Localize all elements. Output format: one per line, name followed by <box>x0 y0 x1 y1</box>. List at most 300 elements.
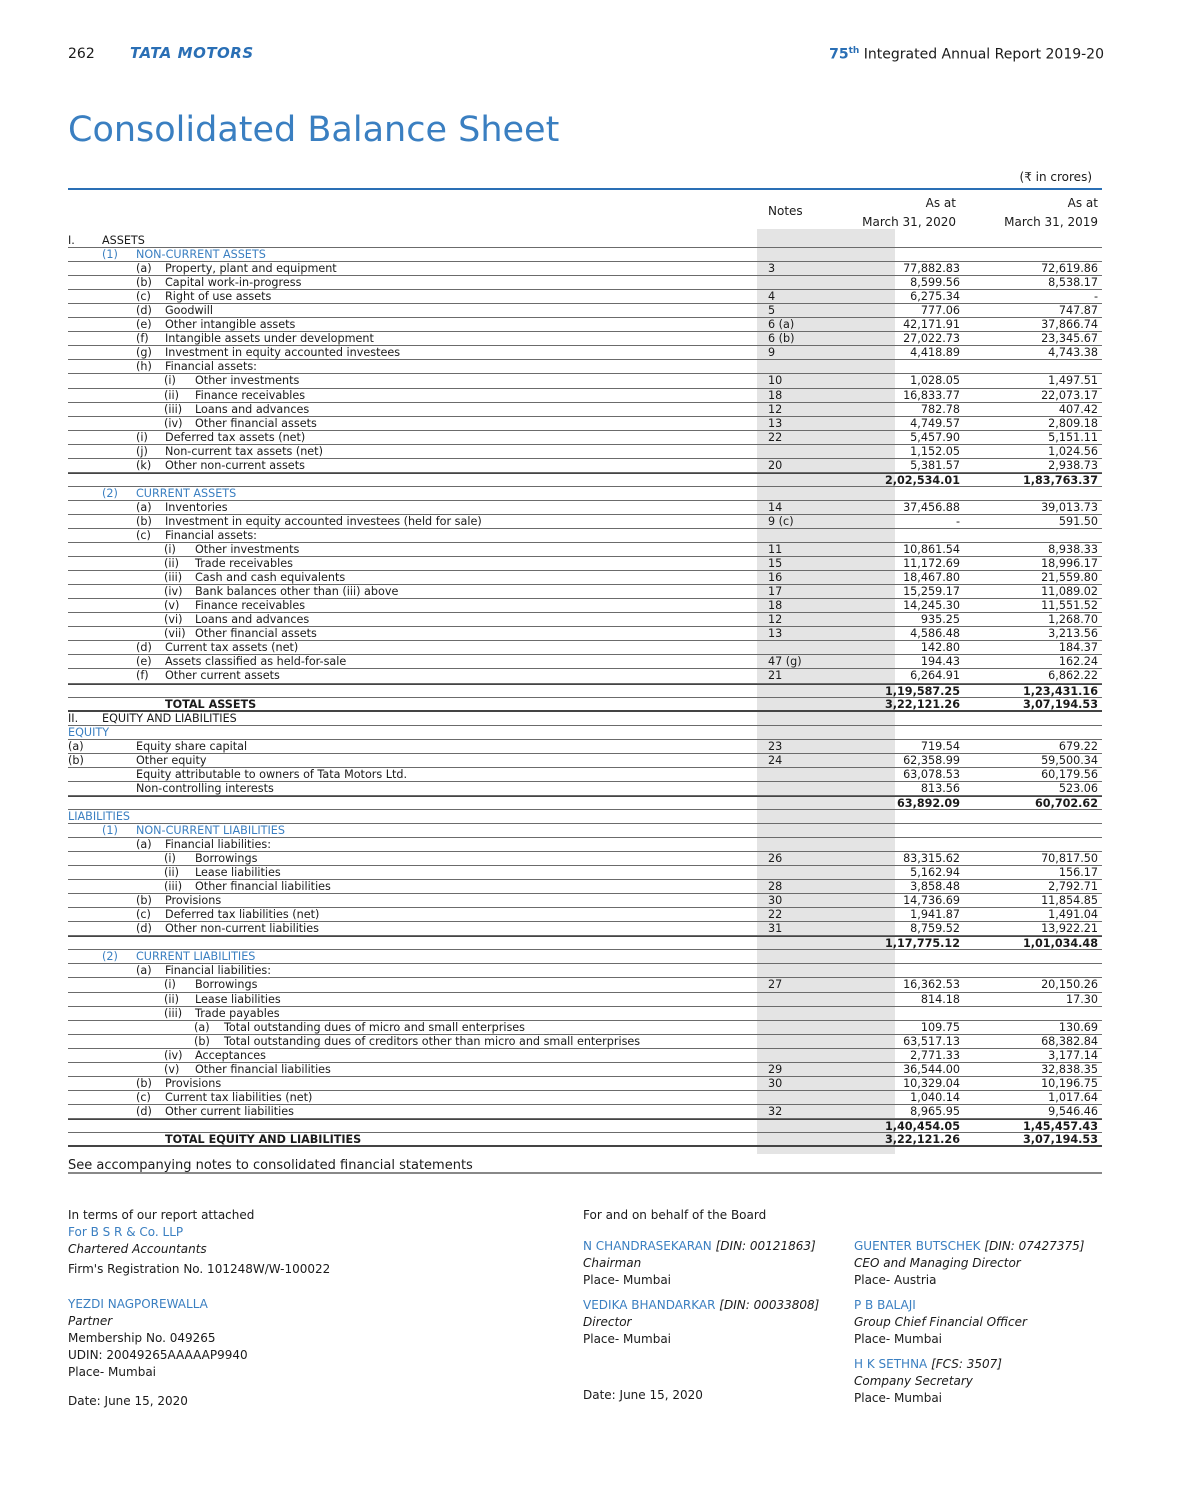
row-value-2019: 5,151.11 <box>1048 430 1098 444</box>
row-value-2019: 747.87 <box>1058 304 1098 318</box>
row-value-2020: 1,19,587.25 <box>884 684 960 698</box>
row-marker: (b) <box>136 894 152 908</box>
table-row <box>68 810 1102 824</box>
secretary-role: Company Secretary <box>854 1374 973 1388</box>
row-marker: (b) <box>136 276 152 290</box>
row-marker: (i) <box>164 543 176 557</box>
row-label: TOTAL ASSETS <box>165 697 257 711</box>
table-row <box>68 978 1102 992</box>
row-marker: (h) <box>136 360 152 374</box>
table-row <box>68 655 1102 669</box>
row-value-2020: 142.80 <box>920 641 960 655</box>
table-row <box>68 276 1102 290</box>
report-title <box>829 46 1104 63</box>
table-row <box>68 852 1102 866</box>
table-row <box>68 964 1102 978</box>
row-value-2019: 1,491.04 <box>1048 908 1098 922</box>
row-note: 12 <box>768 402 783 416</box>
row-marker: (b) <box>68 753 84 767</box>
table-row <box>68 627 1102 641</box>
table-row <box>68 360 1102 374</box>
table-row <box>68 543 1102 557</box>
row-note: 11 <box>768 543 783 557</box>
row-label: Loans and advances <box>195 402 310 416</box>
row-label: Other current liabilities <box>165 1104 294 1118</box>
balance-sheet-table <box>68 188 1102 1147</box>
row-value-2020: 814.18 <box>920 992 960 1006</box>
signatory-chairman <box>583 1238 816 1289</box>
previous-year-header <box>964 194 1102 232</box>
unit-label: (₹ in crores) <box>1019 170 1092 184</box>
board-intro: For and on behalf of the Board <box>583 1208 767 1222</box>
row-label: Total outstanding dues of creditors other than micro and small enterprises <box>224 1034 641 1048</box>
director-place: Place- Mumbai <box>583 1332 672 1346</box>
current-year-header-line1: As at <box>925 196 956 210</box>
table-body <box>68 234 1102 1147</box>
row-note: 18 <box>768 388 783 402</box>
row-value-2019: 407.42 <box>1058 402 1098 416</box>
row-note: 17 <box>768 585 783 599</box>
director-name: VEDIKA BHANDARKAR <box>583 1298 716 1312</box>
row-value-2020: 6,264.91 <box>910 669 960 683</box>
partner-role: Partner <box>68 1314 113 1328</box>
row-value-2020: 1,152.05 <box>910 444 960 458</box>
report-ordinal: 75 <box>829 46 849 63</box>
table-row <box>68 1021 1102 1035</box>
row-marker: (iv) <box>164 416 183 430</box>
row-note: 5 <box>768 304 776 318</box>
row-label: NON-CURRENT ASSETS <box>136 248 266 262</box>
table-row <box>68 740 1102 754</box>
table-row <box>68 726 1102 740</box>
table-row <box>68 1105 1102 1119</box>
row-label: Other current assets <box>165 669 280 683</box>
table-row <box>68 431 1102 445</box>
row-note: 6 (a) <box>768 318 795 332</box>
notes-header: Notes <box>768 204 803 218</box>
row-value-2019: 9,546.46 <box>1048 1104 1098 1118</box>
row-label: LIABILITIES <box>68 809 130 823</box>
row-marker: (1) <box>102 248 118 262</box>
row-value-2019: 2,792.71 <box>1048 880 1098 894</box>
row-value-2019: 523.06 <box>1058 781 1098 795</box>
partner-name: YEZDI NAGPOREWALLA <box>68 1297 208 1311</box>
row-value-2019: 20,150.26 <box>1041 978 1098 992</box>
row-label: Trade receivables <box>195 557 293 571</box>
brand-logo: TATA MOTORS <box>130 44 254 62</box>
row-value-2020: 3,858.48 <box>910 880 960 894</box>
row-label: Finance receivables <box>195 599 306 613</box>
row-value-2020: 719.54 <box>920 739 960 753</box>
row-value-2020: 5,457.90 <box>910 430 960 444</box>
row-value-2020: 10,329.04 <box>903 1076 960 1090</box>
director-din: [DIN: 00033808] <box>715 1298 820 1312</box>
row-label: Deferred tax assets (net) <box>165 430 306 444</box>
total-row <box>68 1133 1102 1147</box>
row-marker: (c) <box>136 290 151 304</box>
row-marker: (j) <box>136 444 148 458</box>
row-value-2019: 11,089.02 <box>1041 585 1098 599</box>
row-note: 30 <box>768 894 783 908</box>
page-number: 262 <box>68 46 95 62</box>
row-marker: (1) <box>102 823 118 837</box>
row-value-2019: 3,07,194.53 <box>1022 1133 1098 1146</box>
row-label: Other investments <box>195 543 300 557</box>
row-marker: (b) <box>194 1034 210 1048</box>
row-label: Deferred tax liabilities (net) <box>165 908 320 922</box>
row-note: 30 <box>768 1076 783 1090</box>
row-marker: (d) <box>136 641 152 655</box>
row-marker: (vii) <box>164 627 186 641</box>
row-value-2019: 4,743.38 <box>1048 346 1098 360</box>
row-label: Financial assets: <box>165 360 257 374</box>
table-row <box>68 1091 1102 1105</box>
row-label: Finance receivables <box>195 388 306 402</box>
row-note: 16 <box>768 571 783 585</box>
signatory-company-secretary <box>854 1356 1002 1407</box>
row-label: Other non-current liabilities <box>165 922 320 936</box>
table-row <box>68 571 1102 585</box>
table-row <box>68 417 1102 431</box>
row-label: Other intangible assets <box>165 318 296 332</box>
row-marker: (a) <box>194 1020 210 1034</box>
row-marker: (g) <box>136 346 152 360</box>
row-value-2020: 777.06 <box>920 304 960 318</box>
table-row <box>68 641 1102 655</box>
table-row <box>68 304 1102 318</box>
row-label: Other financial assets <box>195 416 317 430</box>
table-row <box>68 894 1102 908</box>
row-label: Borrowings <box>195 978 258 992</box>
table-row <box>68 403 1102 417</box>
row-note: 22 <box>768 430 783 444</box>
current-year-header <box>825 194 960 232</box>
row-label: Trade payables <box>195 1006 280 1020</box>
row-value-2020: 4,586.48 <box>910 627 960 641</box>
row-label: Investment in equity accounted investees (held for sale) <box>165 514 482 528</box>
row-note: 13 <box>768 627 783 641</box>
row-note: 31 <box>768 922 783 936</box>
row-value-2019: 1,268.70 <box>1048 613 1098 627</box>
row-value-2020: 16,362.53 <box>903 978 960 992</box>
row-marker: (ii) <box>164 388 179 402</box>
signatory-cfo <box>854 1297 1027 1348</box>
table-row <box>68 234 1102 248</box>
row-marker: (iii) <box>164 880 183 894</box>
row-label: Total outstanding dues of micro and small enterprises <box>224 1020 525 1034</box>
row-note: 23 <box>768 739 783 753</box>
row-label: Non-controlling interests <box>136 781 274 795</box>
row-marker: (iii) <box>164 1006 183 1020</box>
row-label: Inventories <box>165 500 228 514</box>
table-row <box>68 993 1102 1007</box>
table-row <box>68 866 1102 880</box>
row-value-2019: 8,538.17 <box>1048 276 1098 290</box>
row-note: 20 <box>768 458 783 472</box>
bottom-rule <box>68 1172 1102 1174</box>
row-value-2020: 63,078.53 <box>903 767 960 781</box>
row-note: 10 <box>768 374 783 388</box>
row-marker: (i) <box>164 374 176 388</box>
row-value-2020: 2,771.33 <box>910 1048 960 1062</box>
row-label: Property, plant and equipment <box>165 262 337 276</box>
row-value-2020: 8,965.95 <box>910 1104 960 1118</box>
row-label: Financial liabilities: <box>165 838 272 852</box>
row-marker: (a) <box>68 739 84 753</box>
row-value-2019: - <box>1093 290 1098 304</box>
row-marker: (iii) <box>164 402 183 416</box>
table-row <box>68 262 1102 276</box>
row-value-2019: 23,345.67 <box>1041 332 1098 346</box>
page-header <box>68 44 1104 68</box>
row-marker: (i) <box>164 978 176 992</box>
row-label: Provisions <box>165 1076 222 1090</box>
signatory-ceo <box>854 1238 1084 1289</box>
row-note: 13 <box>768 416 783 430</box>
row-note: 12 <box>768 613 783 627</box>
row-value-2019: 13,922.21 <box>1041 922 1098 936</box>
row-value-2019: 59,500.34 <box>1041 753 1098 767</box>
table-row <box>68 599 1102 613</box>
row-marker: (f) <box>136 332 149 346</box>
row-value-2020: 4,418.89 <box>910 346 960 360</box>
table-row <box>68 768 1102 782</box>
row-marker: (d) <box>136 922 152 936</box>
subtotal-row <box>68 936 1102 950</box>
row-label: Assets classified as held-for-sale <box>165 655 347 669</box>
row-note: 3 <box>768 262 776 276</box>
row-value-2020: 11,172.69 <box>903 557 960 571</box>
row-note: 21 <box>768 669 783 683</box>
row-label: Other investments <box>195 374 300 388</box>
ceo-din: [DIN: 07427375] <box>980 1239 1085 1253</box>
table-row <box>68 782 1102 796</box>
row-value-2020: 1,40,454.05 <box>884 1119 960 1133</box>
row-marker: (v) <box>164 599 180 613</box>
row-value-2019: 39,013.73 <box>1041 500 1098 514</box>
table-row <box>68 501 1102 515</box>
row-value-2019: 11,854.85 <box>1041 894 1098 908</box>
row-value-2019: 3,213.56 <box>1048 627 1098 641</box>
auditor-date: Date: June 15, 2020 <box>68 1394 188 1408</box>
row-value-2020: 109.75 <box>920 1020 960 1034</box>
row-marker: (ii) <box>164 557 179 571</box>
row-label: CURRENT ASSETS <box>136 486 237 500</box>
row-value-2020: 4,749.57 <box>910 416 960 430</box>
secretary-place: Place- Mumbai <box>854 1391 943 1405</box>
subtotal-row <box>68 684 1102 698</box>
row-note: 29 <box>768 1062 783 1076</box>
row-value-2020: 3,22,121.26 <box>884 697 960 711</box>
row-marker: (iii) <box>164 571 183 585</box>
row-label: Provisions <box>165 894 222 908</box>
table-row <box>68 1063 1102 1077</box>
row-label: Bank balances other than (iii) above <box>195 585 399 599</box>
row-marker: (c) <box>136 908 151 922</box>
row-marker: (iv) <box>164 585 183 599</box>
chairman-din: [DIN: 00121863] <box>711 1239 816 1253</box>
subtotal-row <box>68 796 1102 810</box>
row-value-2019: 3,177.14 <box>1048 1048 1098 1062</box>
row-marker: (v) <box>164 1062 180 1076</box>
chairman-place: Place- Mumbai <box>583 1273 672 1287</box>
row-value-2019: 72,619.86 <box>1041 262 1098 276</box>
table-row <box>68 712 1102 726</box>
row-value-2019: 22,073.17 <box>1041 388 1098 402</box>
row-marker: (a) <box>136 262 152 276</box>
row-marker: (k) <box>136 458 152 472</box>
row-value-2019: 8,938.33 <box>1048 543 1098 557</box>
row-label: TOTAL EQUITY AND LIABILITIES <box>165 1133 362 1146</box>
table-row <box>68 290 1102 304</box>
report-ordinal-suffix: th <box>848 46 860 56</box>
row-marker: (iv) <box>164 1048 183 1062</box>
row-value-2019: 1,017.64 <box>1048 1090 1098 1104</box>
row-value-2019: 17.30 <box>1065 992 1098 1006</box>
row-value-2019: 156.17 <box>1058 866 1098 880</box>
subtotal-row <box>68 1119 1102 1133</box>
table-row <box>68 445 1102 459</box>
row-value-2020: 83,315.62 <box>903 852 960 866</box>
row-marker: (ii) <box>164 992 179 1006</box>
row-value-2020: 62,358.99 <box>903 753 960 767</box>
row-value-2019: 1,024.56 <box>1048 444 1098 458</box>
auditor-firm-type: Chartered Accountants <box>68 1242 207 1256</box>
row-value-2019: 70,817.50 <box>1041 852 1098 866</box>
row-marker: (c) <box>136 528 151 542</box>
row-value-2020: 3,22,121.26 <box>884 1133 960 1146</box>
row-value-2020: 813.56 <box>920 781 960 795</box>
row-marker: (d) <box>136 304 152 318</box>
accompanying-notes: See accompanying notes to consolidated financial statements <box>68 1158 473 1173</box>
signatory-director <box>583 1297 819 1348</box>
table-row <box>68 1077 1102 1091</box>
row-marker: I. <box>68 234 75 247</box>
row-marker: (b) <box>136 1076 152 1090</box>
table-row <box>68 1035 1102 1049</box>
row-value-2019: 3,07,194.53 <box>1022 697 1098 711</box>
subtotal-row <box>68 473 1102 487</box>
row-marker: (2) <box>102 486 118 500</box>
row-value-2019: 130.69 <box>1058 1020 1098 1034</box>
previous-year-header-line2: March 31, 2019 <box>1004 215 1098 229</box>
row-marker: (b) <box>136 514 152 528</box>
row-value-2019: 60,179.56 <box>1041 767 1098 781</box>
row-value-2019: 32,838.35 <box>1041 1062 1098 1076</box>
row-value-2019: 10,196.75 <box>1041 1076 1098 1090</box>
column-header <box>68 188 1102 234</box>
row-value-2020: 15,259.17 <box>903 585 960 599</box>
row-value-2020: 42,171.91 <box>903 318 960 332</box>
row-label: EQUITY AND LIABILITIES <box>102 711 237 725</box>
row-value-2020: 14,245.30 <box>903 599 960 613</box>
row-label: Financial assets: <box>165 528 257 542</box>
row-marker: (c) <box>136 1090 151 1104</box>
row-value-2020: 16,833.77 <box>903 388 960 402</box>
row-marker: (d) <box>136 1104 152 1118</box>
row-marker: II. <box>68 711 79 725</box>
row-marker: (e) <box>136 655 152 669</box>
row-value-2019: 591.50 <box>1058 514 1098 528</box>
row-value-2020: 2,02,534.01 <box>884 473 960 487</box>
row-value-2020: 5,162.94 <box>910 866 960 880</box>
row-label: Loans and advances <box>195 613 310 627</box>
row-value-2020: 782.78 <box>920 402 960 416</box>
table-row <box>68 1007 1102 1021</box>
table-row <box>68 318 1102 332</box>
ceo-role: CEO and Managing Director <box>854 1256 1021 1270</box>
row-label: Borrowings <box>195 852 258 866</box>
row-value-2020: 10,861.54 <box>903 543 960 557</box>
row-note: 24 <box>768 753 783 767</box>
row-value-2019: 162.24 <box>1058 655 1098 669</box>
row-note: 18 <box>768 599 783 613</box>
table-row <box>68 824 1102 838</box>
board-date: Date: June 15, 2020 <box>583 1388 703 1402</box>
row-label: Other financial liabilities <box>195 1062 331 1076</box>
row-value-2019: 1,83,763.37 <box>1022 473 1098 487</box>
table-row <box>68 838 1102 852</box>
row-value-2020: 6,275.34 <box>910 290 960 304</box>
chairman-name: N CHANDRASEKARAN <box>583 1239 712 1253</box>
row-label: CURRENT LIABILITIES <box>136 950 256 964</box>
table-row <box>68 585 1102 599</box>
row-label: Lease liabilities <box>195 992 281 1006</box>
row-label: Acceptances <box>195 1048 266 1062</box>
row-note: 9 <box>768 346 776 360</box>
row-marker: (a) <box>136 500 152 514</box>
row-value-2019: 6,862.22 <box>1048 669 1098 683</box>
row-label: Goodwill <box>165 304 213 318</box>
page-title: Consolidated Balance Sheet <box>68 110 560 150</box>
row-label: Other equity <box>136 753 207 767</box>
row-value-2019: 21,559.80 <box>1041 571 1098 585</box>
table-row <box>68 908 1102 922</box>
row-value-2019: 679.22 <box>1058 739 1098 753</box>
row-value-2020: 8,599.56 <box>910 276 960 290</box>
row-value-2019: 68,382.84 <box>1041 1034 1098 1048</box>
chairman-role: Chairman <box>583 1256 642 1270</box>
total-row <box>68 698 1102 712</box>
row-value-2020: 194.43 <box>920 655 960 669</box>
table-row <box>68 346 1102 360</box>
row-note: 26 <box>768 852 783 866</box>
row-marker: (ii) <box>164 866 179 880</box>
ceo-place: Place- Austria <box>854 1273 937 1287</box>
previous-year-header-line1: As at <box>1067 196 1098 210</box>
secretary-name: H K SETHNA <box>854 1357 928 1371</box>
row-note: 47 (g) <box>768 655 802 669</box>
partner-udin: UDIN: 20049265AAAAAP9940 <box>68 1348 248 1362</box>
row-value-2019: 37,866.74 <box>1041 318 1098 332</box>
auditor-intro: In terms of our report attached <box>68 1208 255 1222</box>
row-marker: (e) <box>136 318 152 332</box>
row-note: 9 (c) <box>768 514 794 528</box>
current-year-header-line2: March 31, 2020 <box>862 215 956 229</box>
row-note: 32 <box>768 1104 783 1118</box>
row-marker: (f) <box>136 669 149 683</box>
row-value-2020: 1,040.14 <box>910 1090 960 1104</box>
row-value-2020: 36,544.00 <box>903 1062 960 1076</box>
row-label: Equity attributable to owners of Tata Motors Ltd. <box>136 767 408 781</box>
row-label: Current tax assets (net) <box>165 641 299 655</box>
cfo-place: Place- Mumbai <box>854 1332 943 1346</box>
secretary-fcs: [FCS: 3507] <box>927 1357 1002 1371</box>
row-value-2020: 63,517.13 <box>903 1034 960 1048</box>
row-value-2020: 27,022.73 <box>903 332 960 346</box>
row-label: Intangible assets under development <box>165 332 374 346</box>
table-row <box>68 880 1102 894</box>
